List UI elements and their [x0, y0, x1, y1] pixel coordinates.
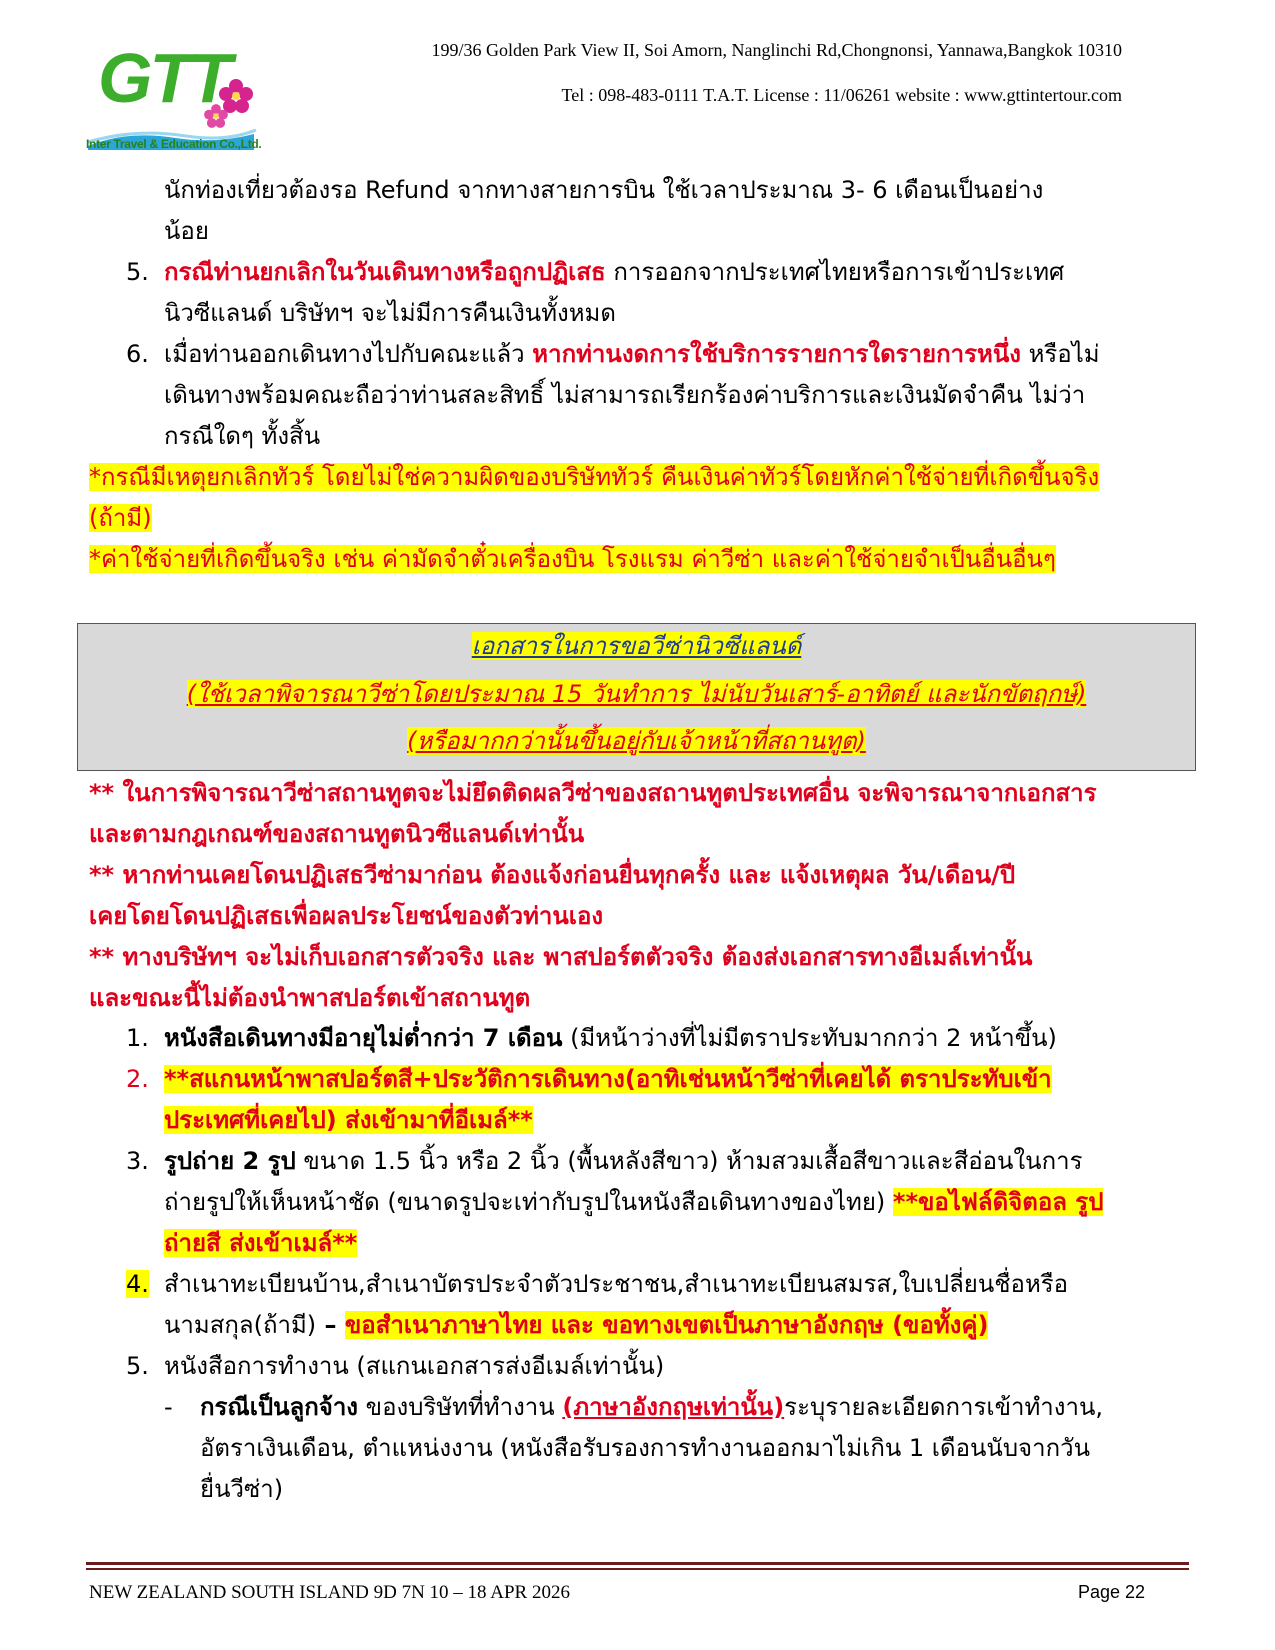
company-logo: [86, 38, 276, 158]
doc-item-1-text: (มีหน้าว่างที่ไม่มีตราประทับมากกว่า 2 หน้าขึ้น): [562, 1024, 1057, 1052]
visa-box-processing-time: (ใช้เวลาพิจารณาวีซ่าโดยประมาณ 15 วันทำการ ไม่นับวันเสาร์-อาทิตย์ และนักขัตฤกษ์): [186, 680, 1087, 708]
doc-item-5-sub-line2: อัตราเงินเดือน, ตำแหน่งงาน (หนังสือรับรองการทำงานออกมาไม่เกิน 1 เดือนนับจากวัน: [200, 1434, 1091, 1462]
visa-warning-1-line2: และตามกฎเกณฑ์ของสถานทูตนิวซีแลนด์เท่านั้น: [89, 820, 585, 848]
doc-item-5-highlight: (ภาษาอังกฤษเท่านั้น): [562, 1393, 785, 1421]
list-number: 4.: [126, 1270, 149, 1298]
list-number: 3.: [126, 1147, 149, 1175]
cancel-item-5-highlight: กรณีท่านยกเลิกในวันเดินทางหรือถูกปฏิเสธ: [164, 258, 606, 286]
footer-tour-name: NEW ZEALAND SOUTH ISLAND 9D 7N 10 – 18 APR 2026: [89, 1582, 570, 1603]
doc-item-5-sub: กรณีเป็นลูกจ้าง ของบริษัทที่ทำงาน (ภาษาอังกฤษเท่านั้น)ระบุรายละเอียดการเข้าทำงาน,: [200, 1393, 1103, 1421]
doc-item-2-line2: ประเทศที่เคยไป) ส่งเข้ามาที่อีเมล์**: [164, 1106, 533, 1134]
doc-item-4-line2: นามสกุล(ถ้ามี) – ขอสำเนาภาษาไทย และ ขอทางเขตเป็นภาษาอังกฤษ (ขอทั้งคู่): [164, 1311, 989, 1339]
cancel-cont-line2: น้อย: [164, 217, 209, 245]
cancel-note-1-line2: (ถ้ามี): [89, 504, 152, 532]
visa-warning-2: ** หากท่านเคยโดนปฏิเสธวีซ่ามาก่อน ต้องแจ้งก่อนยื่นทุกครั้ง และ แจ้งเหตุผล วัน/เดือน/ปี: [89, 861, 1016, 889]
visa-documents-header-box: [77, 623, 1196, 771]
doc-item-3-highlight: **ขอไฟล์ดิจิตอล รูป: [892, 1188, 1104, 1216]
doc-item-4: สำเนาทะเบียนบ้าน,สำเนาบัตรประจำตัวประชาชน,สำเนาทะเบียนสมรส,ใบเปลี่ยนชื่อหรือ: [164, 1270, 1069, 1298]
doc-item-3-line2: ถ่ายรูปให้เห็นหน้าชัด (ขนาดรูปจะเท่ากับรูปในหนังสือเดินทางของไทย) **ขอไฟล์ดิจิตอล รูป: [164, 1188, 1104, 1216]
cancel-item-6-line2: เดินทางพร้อมคณะถือว่าท่านสละสิทธิ์ ไม่สามารถเรียกร้องค่าบริการและเงินมัดจำคืน ไม่ว่า: [164, 381, 1086, 409]
list-number: 5.: [126, 1352, 149, 1380]
doc-item-3-text: ขนาด 1.5 นิ้ว หรือ 2 นิ้ว (พื้นหลังสีขาว) ห้ามสวมเสื้อสีขาวและสีอ่อนในการ: [295, 1147, 1083, 1175]
cancel-item-6-pre: เมื่อท่านออกเดินทางไปกับคณะแล้ว: [164, 340, 533, 368]
bullet-dash: -: [164, 1393, 173, 1421]
visa-warning-3: ** ทางบริษัทฯ จะไม่เก็บเอกสารตัวจริง และ พาสปอร์ตตัวจริง ต้องส่งเอกสารทางอีเมล์เท่านั้น: [89, 943, 1033, 971]
footer-page-number: Page 22: [1078, 1582, 1146, 1602]
footer-divider-thin: [86, 1568, 1189, 1570]
list-number: 5.: [126, 258, 149, 286]
list-number: 2.: [126, 1065, 149, 1093]
doc-item-2: **สแกนหน้าพาสปอร์ตสี+ประวัติการเดินทาง(อาทิเช่นหน้าวีซ่าที่เคยได้ ตราประทับเข้า: [164, 1065, 1052, 1093]
footer-divider: [86, 1562, 1189, 1565]
company-address: 199/36 Golden Park View II, Soi Amorn, Nanglinchi Rd,Chongnonsi, Yannawa,Bangkok 10310: [431, 40, 1122, 60]
visa-box-title: เอกสารในการขอวีซ่านิวซีแลนด์: [471, 632, 802, 660]
doc-item-3: [164, 1141, 1082, 1181]
doc-item-1: [164, 1018, 1057, 1058]
visa-box-note: (หรือมากกว่านั้นขึ้นอยู่กับเจ้าหน้าที่สถานทูต): [407, 727, 866, 755]
cancel-item-5: [164, 252, 1064, 292]
visa-warning-1: ** ในการพิจารณาวีซ่าสถานทูตจะไม่ยึดติดผลวีซ่าของสถานทูตประเทศอื่น จะพิจารณาจากเอกสาร: [89, 779, 1097, 807]
cancel-cont-line1: นักท่องเที่ยวต้องรอ Refund จากทางสายการบิน ใช้เวลาประมาณ 3- 6 เดือนเป็นอย่าง: [164, 176, 1044, 204]
list-number: 1.: [126, 1024, 149, 1052]
doc-item-1-title: หนังสือเดินทางมีอายุไม่ต่ำกว่า 7 เดือน: [164, 1024, 563, 1052]
visa-warning-3-line2: และขณะนี้ไม่ต้องนำพาสปอร์ตเข้าสถานทูต: [89, 984, 531, 1012]
cancel-item-5-text: การออกจากประเทศไทยหรือการเข้าประเทศ: [605, 258, 1065, 286]
cancel-item-5-line2: นิวซีแลนด์ บริษัทฯ จะไม่มีการคืนเงินทั้งหมด: [164, 299, 616, 327]
cancel-note-2: *ค่าใช้จ่ายที่เกิดขึ้นจริง เช่น ค่ามัดจำตั๋วเครื่องบิน โรงแรม ค่าวีซ่า และค่าใช้จ่ายจำเป็นอื่นอื่นๆ: [89, 545, 1056, 573]
doc-item-3-line3: ถ่ายสี ส่งเข้าเมล์**: [164, 1229, 358, 1257]
cancel-item-6-line3: กรณีใดๆ ทั้งสิ้น: [164, 422, 321, 450]
list-number: 6.: [126, 340, 149, 368]
cancel-note-1: *กรณีมีเหตุยกเลิกทัวร์ โดยไม่ใช่ความผิดของบริษัททัวร์ คืนเงินค่าทัวร์โดยหักค่าใช้จ่ายที่เกิดขึ้นจริง: [89, 463, 1100, 491]
doc-item-3-title: รูปถ่าย 2 รูป: [164, 1147, 296, 1175]
cancel-item-6: [164, 334, 1100, 374]
logo-subtitle: Inter Travel & Education Co.,Ltd.: [86, 137, 262, 151]
doc-item-5: หนังสือการทำงาน (สแกนเอกสารส่งอีเมล์เท่านั้น): [164, 1352, 665, 1380]
visa-warning-2-line2: เคยโดยโดนปฏิเสธเพื่อผลประโยชน์ของตัวท่านเอง: [89, 902, 604, 930]
doc-item-5-sub-line3: ยื่นวีซ่า): [200, 1475, 284, 1503]
company-contact: Tel : 098-483-0111 T.A.T. License : 11/06261 website : www.gttintertour.com: [561, 85, 1122, 105]
doc-item-4-highlight: ขอสำเนาภาษาไทย และ ขอทางเขตเป็นภาษาอังกฤษ (ขอทั้งคู่): [344, 1311, 989, 1339]
logo-wordmark: GTT: [98, 39, 229, 117]
cancel-item-6-highlight: หากท่านงดการใช้บริการรายการใดรายการหนึ่ง: [532, 340, 1021, 368]
cancel-item-6-post: หรือไม่: [1020, 340, 1100, 368]
